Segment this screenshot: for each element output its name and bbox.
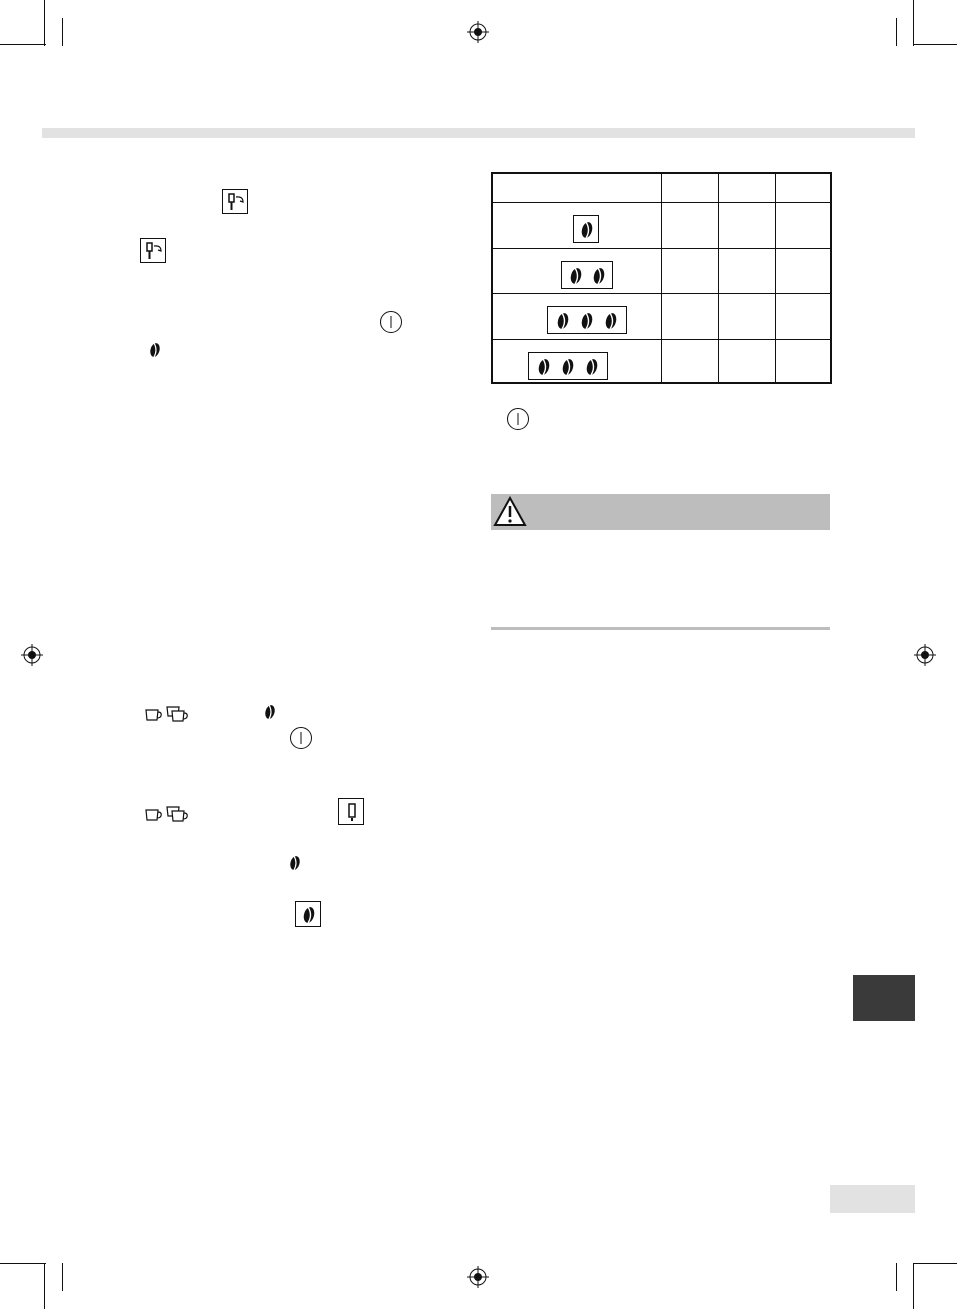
- coffee-bean-icon: [561, 358, 575, 376]
- table-row-divider: [493, 293, 830, 294]
- page-number-box: [830, 1185, 915, 1213]
- coffee-bean-icon: [592, 267, 606, 285]
- strength-table: [491, 172, 832, 384]
- crop-mark-bottom-right-vertical-inner: [896, 1263, 897, 1291]
- warning-band: [491, 494, 830, 530]
- crop-mark-bottom-right-vertical: [913, 1263, 914, 1309]
- strength-3-bean-box: [547, 306, 627, 334]
- cup-icon: [144, 706, 164, 724]
- coffee-bean-icon: [556, 312, 570, 330]
- chapter-tab: [853, 975, 915, 1021]
- coffee-bean-icon: [289, 855, 301, 871]
- crop-mark-top-right-vertical: [913, 0, 914, 46]
- coffee-bean-icon: [580, 312, 594, 330]
- table-row-divider: [493, 339, 830, 340]
- warning-triangle-icon: [493, 496, 527, 527]
- coffee-bean-icon: [149, 342, 161, 358]
- section-divider: [491, 627, 830, 630]
- registration-mark-icon: [467, 21, 489, 43]
- registration-mark-icon: [467, 1266, 489, 1288]
- power-icon: [506, 407, 530, 431]
- strength-1-bean-box: [573, 215, 599, 243]
- cup-icon: [144, 806, 164, 824]
- table-column-divider: [775, 174, 776, 382]
- crop-mark-bottom-left-vertical-inner: [62, 1263, 63, 1291]
- registration-mark-icon: [914, 644, 936, 666]
- coffee-bean-icon: [569, 267, 583, 285]
- table-row-divider: [493, 248, 830, 249]
- strength-3-bean-box: [528, 352, 608, 380]
- coffee-bean-box-icon: [295, 901, 321, 927]
- registration-mark-icon: [21, 644, 43, 666]
- crop-mark-top-left-vertical-inner: [62, 18, 63, 46]
- table-column-divider: [661, 174, 662, 382]
- double-cup-icon: [165, 804, 191, 824]
- crop-mark-bottom-left-vertical: [44, 1263, 45, 1309]
- crop-mark-top-right-horizontal: [913, 44, 957, 45]
- double-cup-icon: [165, 704, 191, 724]
- power-icon: [289, 726, 313, 750]
- strength-2-bean-box: [561, 261, 613, 289]
- table-row-divider: [493, 202, 830, 203]
- crop-mark-bottom-right-horizontal: [913, 1263, 957, 1264]
- crop-mark-bottom-left-horizontal: [0, 1263, 46, 1264]
- tool-icon: [140, 238, 166, 263]
- coffee-bean-icon: [264, 704, 276, 720]
- coffee-bean-icon: [604, 312, 618, 330]
- crop-mark-top-right-vertical-inner: [896, 18, 897, 46]
- milk-glass-icon: [338, 798, 364, 825]
- crop-mark-top-left-vertical: [44, 0, 45, 46]
- power-icon: [379, 310, 403, 334]
- table-column-divider: [718, 174, 719, 382]
- coffee-bean-icon: [537, 358, 551, 376]
- crop-mark-top-left-horizontal: [0, 44, 46, 45]
- coffee-bean-icon: [585, 358, 599, 376]
- header-bar: [42, 128, 915, 138]
- tool-icon: [222, 189, 248, 214]
